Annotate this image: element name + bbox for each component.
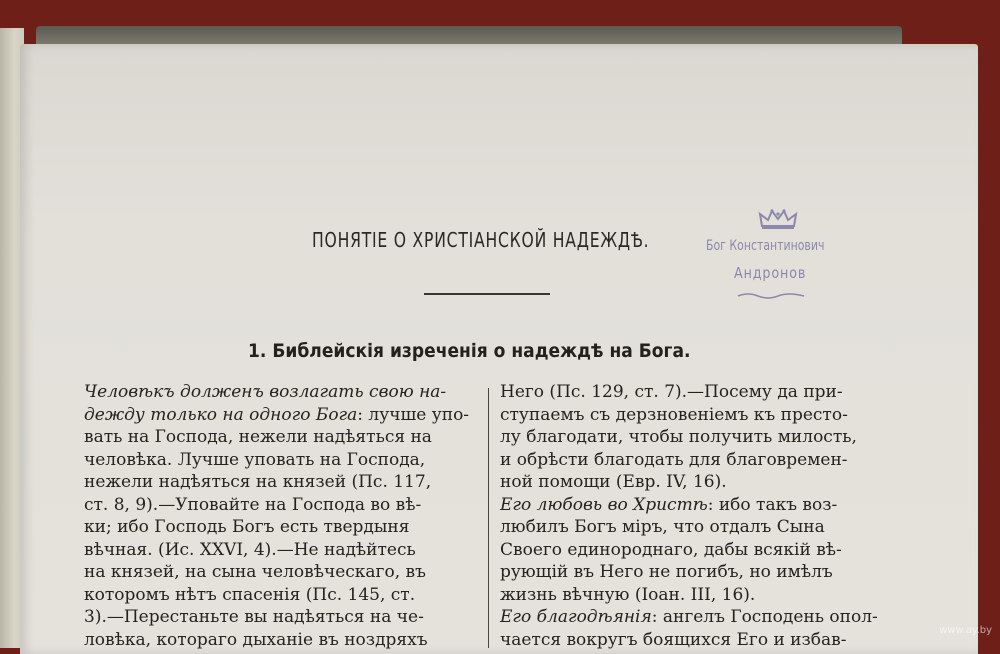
- text-line: вать на Господа, нежели надѣяться на: [84, 427, 432, 447]
- text-line: 3).—Перестаньте вы надѣяться на че-: [84, 607, 424, 627]
- right-text-column: [500, 381, 892, 651]
- text-line: чается вокругъ боящихся Его и избав-: [500, 629, 847, 650]
- stamp-owner-name: Бог Константинович: [706, 238, 825, 254]
- text-line: Своего единороднаго, дабы всякій вѣ-: [500, 539, 842, 560]
- stamp-owner-surname: Андронов: [734, 264, 807, 282]
- section-heading: 1. Библейскія изреченія о надеждѣ на Бога.: [248, 340, 691, 362]
- text-line: Него (Пс. 129, ст. 7).—Посему да при-: [500, 382, 843, 402]
- page-title: ПОНЯТІЕ О ХРИСТІАНСКОЙ НАДЕЖДѢ.: [312, 228, 650, 252]
- text-line: ки; ибо Господь Богъ есть твердыня: [84, 517, 410, 537]
- text-line: ной помощи (Евр. IV, 16).: [500, 472, 727, 492]
- text-line: Его благодѣянія: ангелъ Господень опол-: [500, 607, 878, 627]
- column-divider: [488, 388, 489, 648]
- text-line: лу благодати, чтобы получить милость,: [500, 427, 857, 447]
- text-line: ступаемъ съ дерзновеніемъ къ престо-: [500, 404, 848, 425]
- text-line: на князей, на сына человѣческаго, въ: [84, 562, 426, 582]
- text-line: и обрѣсти благодать для благовремен-: [500, 449, 848, 470]
- text-line: Человѣкъ долженъ возлагать свою на-: [84, 382, 447, 402]
- text-line: нежели надѣяться на князей (Пс. 117,: [84, 472, 432, 492]
- stamp-flourish-icon: [736, 292, 806, 300]
- text-line: ловѣка, котораго дыханіе въ ноздряхъ: [84, 629, 428, 650]
- text-line: жизнь вѣчную (Іоан. III, 16).: [500, 584, 756, 605]
- watermark: www.ay.by: [939, 625, 992, 636]
- text-line: которомъ нѣтъ спасенія (Пс. 145, ст.: [84, 584, 416, 605]
- text-line: рующій въ Него не погибъ, но имѣлъ: [500, 562, 833, 582]
- title-divider: [424, 293, 550, 295]
- crown-icon: [758, 208, 798, 230]
- text-line: любилъ Богъ міръ, что отдалъ Сына: [500, 517, 825, 537]
- text-line: человѣка. Лучше уповать на Господа,: [84, 449, 426, 470]
- ownership-stamp: [706, 208, 866, 308]
- text-line: ст. 8, 9).—Уповайте на Господа во вѣ-: [84, 494, 422, 515]
- left-text-column: [84, 381, 480, 651]
- text-line: Его любовь во Христѣ: ибо такъ воз-: [500, 494, 838, 515]
- text-line: вѣчная. (Ис. XXVI, 4).—Не надѣйтесь: [84, 539, 416, 560]
- text-line: дежду только на одного Бога: лучше упо-: [84, 404, 470, 425]
